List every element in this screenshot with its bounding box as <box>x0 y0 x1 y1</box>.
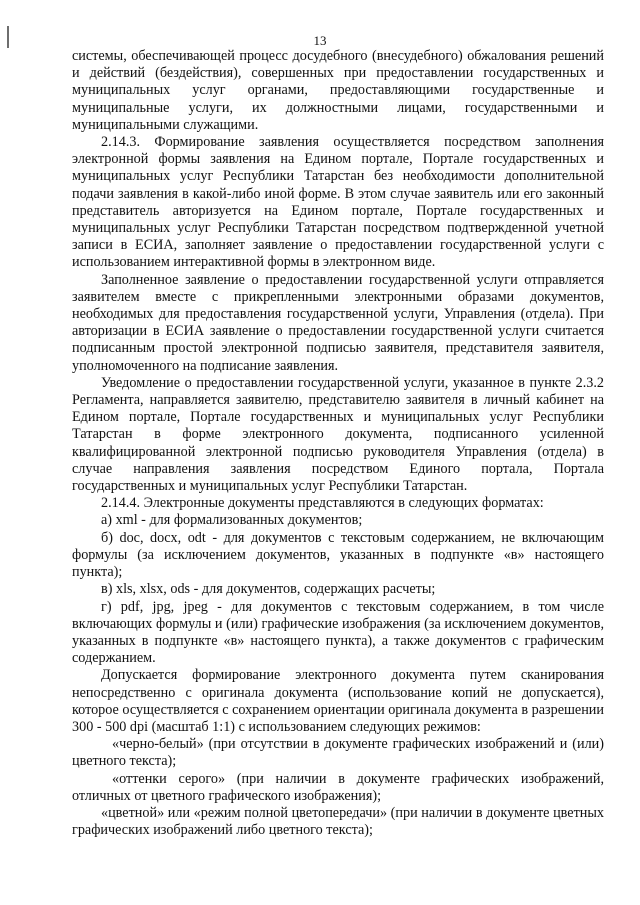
page-number: 13 <box>313 33 327 48</box>
list-item-g: г) pdf, jpg, jpeg - для документов с текстовым содержанием, в том числе включающих формулы и (или) графические изображения (за исключением документов, указанных в подпункте «в» настоящего пункта), а также документов с графическим содержанием. <box>72 598 604 667</box>
scan-mode-color: «цветной» или «режим полной цветопередачи» (при наличии в документе цветных графических изображений либо цветного текста); <box>72 804 604 839</box>
scan-mode-grayscale: «оттенки серого» (при наличии в документе графических изображений, отличных от цветного графического изображения); <box>72 770 604 804</box>
paragraph-notification: Уведомление о предоставлении государственной услуги, указанное в пункте 2.3.2 Регламента, направляется заявителю, представителю заявителя в личный кабинет на Едином портале, Портале государственных и муниципальных услуг Республики Татарстан в форме электронного документа, подписанного усиленной квалифицированной электронной подписью руководителя Управления (отдела) в случае направления заявления посредством Единого портала, Портала государственных и муниципальных услуг Республики Татарстан. <box>72 374 604 495</box>
document-body <box>72 48 604 839</box>
paragraph-2-14-4: 2.14.4. Электронные документы представляются в следующих форматах: <box>101 495 544 512</box>
paragraph-scanning: Допускается формирование электронного документа путем сканирования непосредственно с оригинала документа (использование копий не допускается), которое осуществляется с сохранением ориентации оригинала документа в разрешении 300 - 500 dpi (масштаб 1:1) с использованием следующих режимов: <box>72 667 604 735</box>
list-item-v: в) xls, xlsx, ods - для документов, содержащих расчеты; <box>101 581 436 598</box>
list-item-b: б) doc, docx, odt - для документов с текстовым содержанием, не включающим формулы (за исключением документов, указанных в подпункте «в» настоящего пункта); <box>72 529 604 581</box>
paragraph-2-14-3: 2.14.3. Формирование заявления осуществляется посредством заполнения электронной формы заявления на Едином портале, Портале государственных и муниципальных услуг Республики Татарстан без необходимости дополнительной подачи заявления в какой-либо иной форме. В этом случае заявитель или его законный представитель авторизуется на Едином портале, Портале государственных и муниципальных услуг Республики Татарстан посредством подтвержденной учетной записи в ЕСИА, заполняет заявление о предоставлении государственной услуги с использованием интерактивной формы в электронном виде. <box>72 134 604 271</box>
paragraph-filled-application: Заполненное заявление о предоставлении государственной услуги отправляется заявителем вместе с прикрепленными электронными образами документов, необходимых для предоставления государственной услуги, Управления (отдела). При авторизации в ЕСИА заявление о предоставлении государственной услуги считается подписанным простой электронной подписью заявителя, представителя заявителя, уполномоченного на подписание заявления. <box>72 271 604 374</box>
paragraph-continuation: системы, обеспечивающей процесс досудебного (внесудебного) обжалования решений и действий (бездействия), совершенных при предоставлении государственных и муниципальных услуг органами, предоставляющими государственные и муниципальные услуги, их должностными лицами, государственными и муниципальными служащими. <box>72 48 604 133</box>
scan-mode-bw: «черно-белый» (при отсутствии в документе графических изображений и (или) цветного текста); <box>72 736 604 770</box>
list-item-a: а) xml - для формализованных документов; <box>101 512 363 529</box>
